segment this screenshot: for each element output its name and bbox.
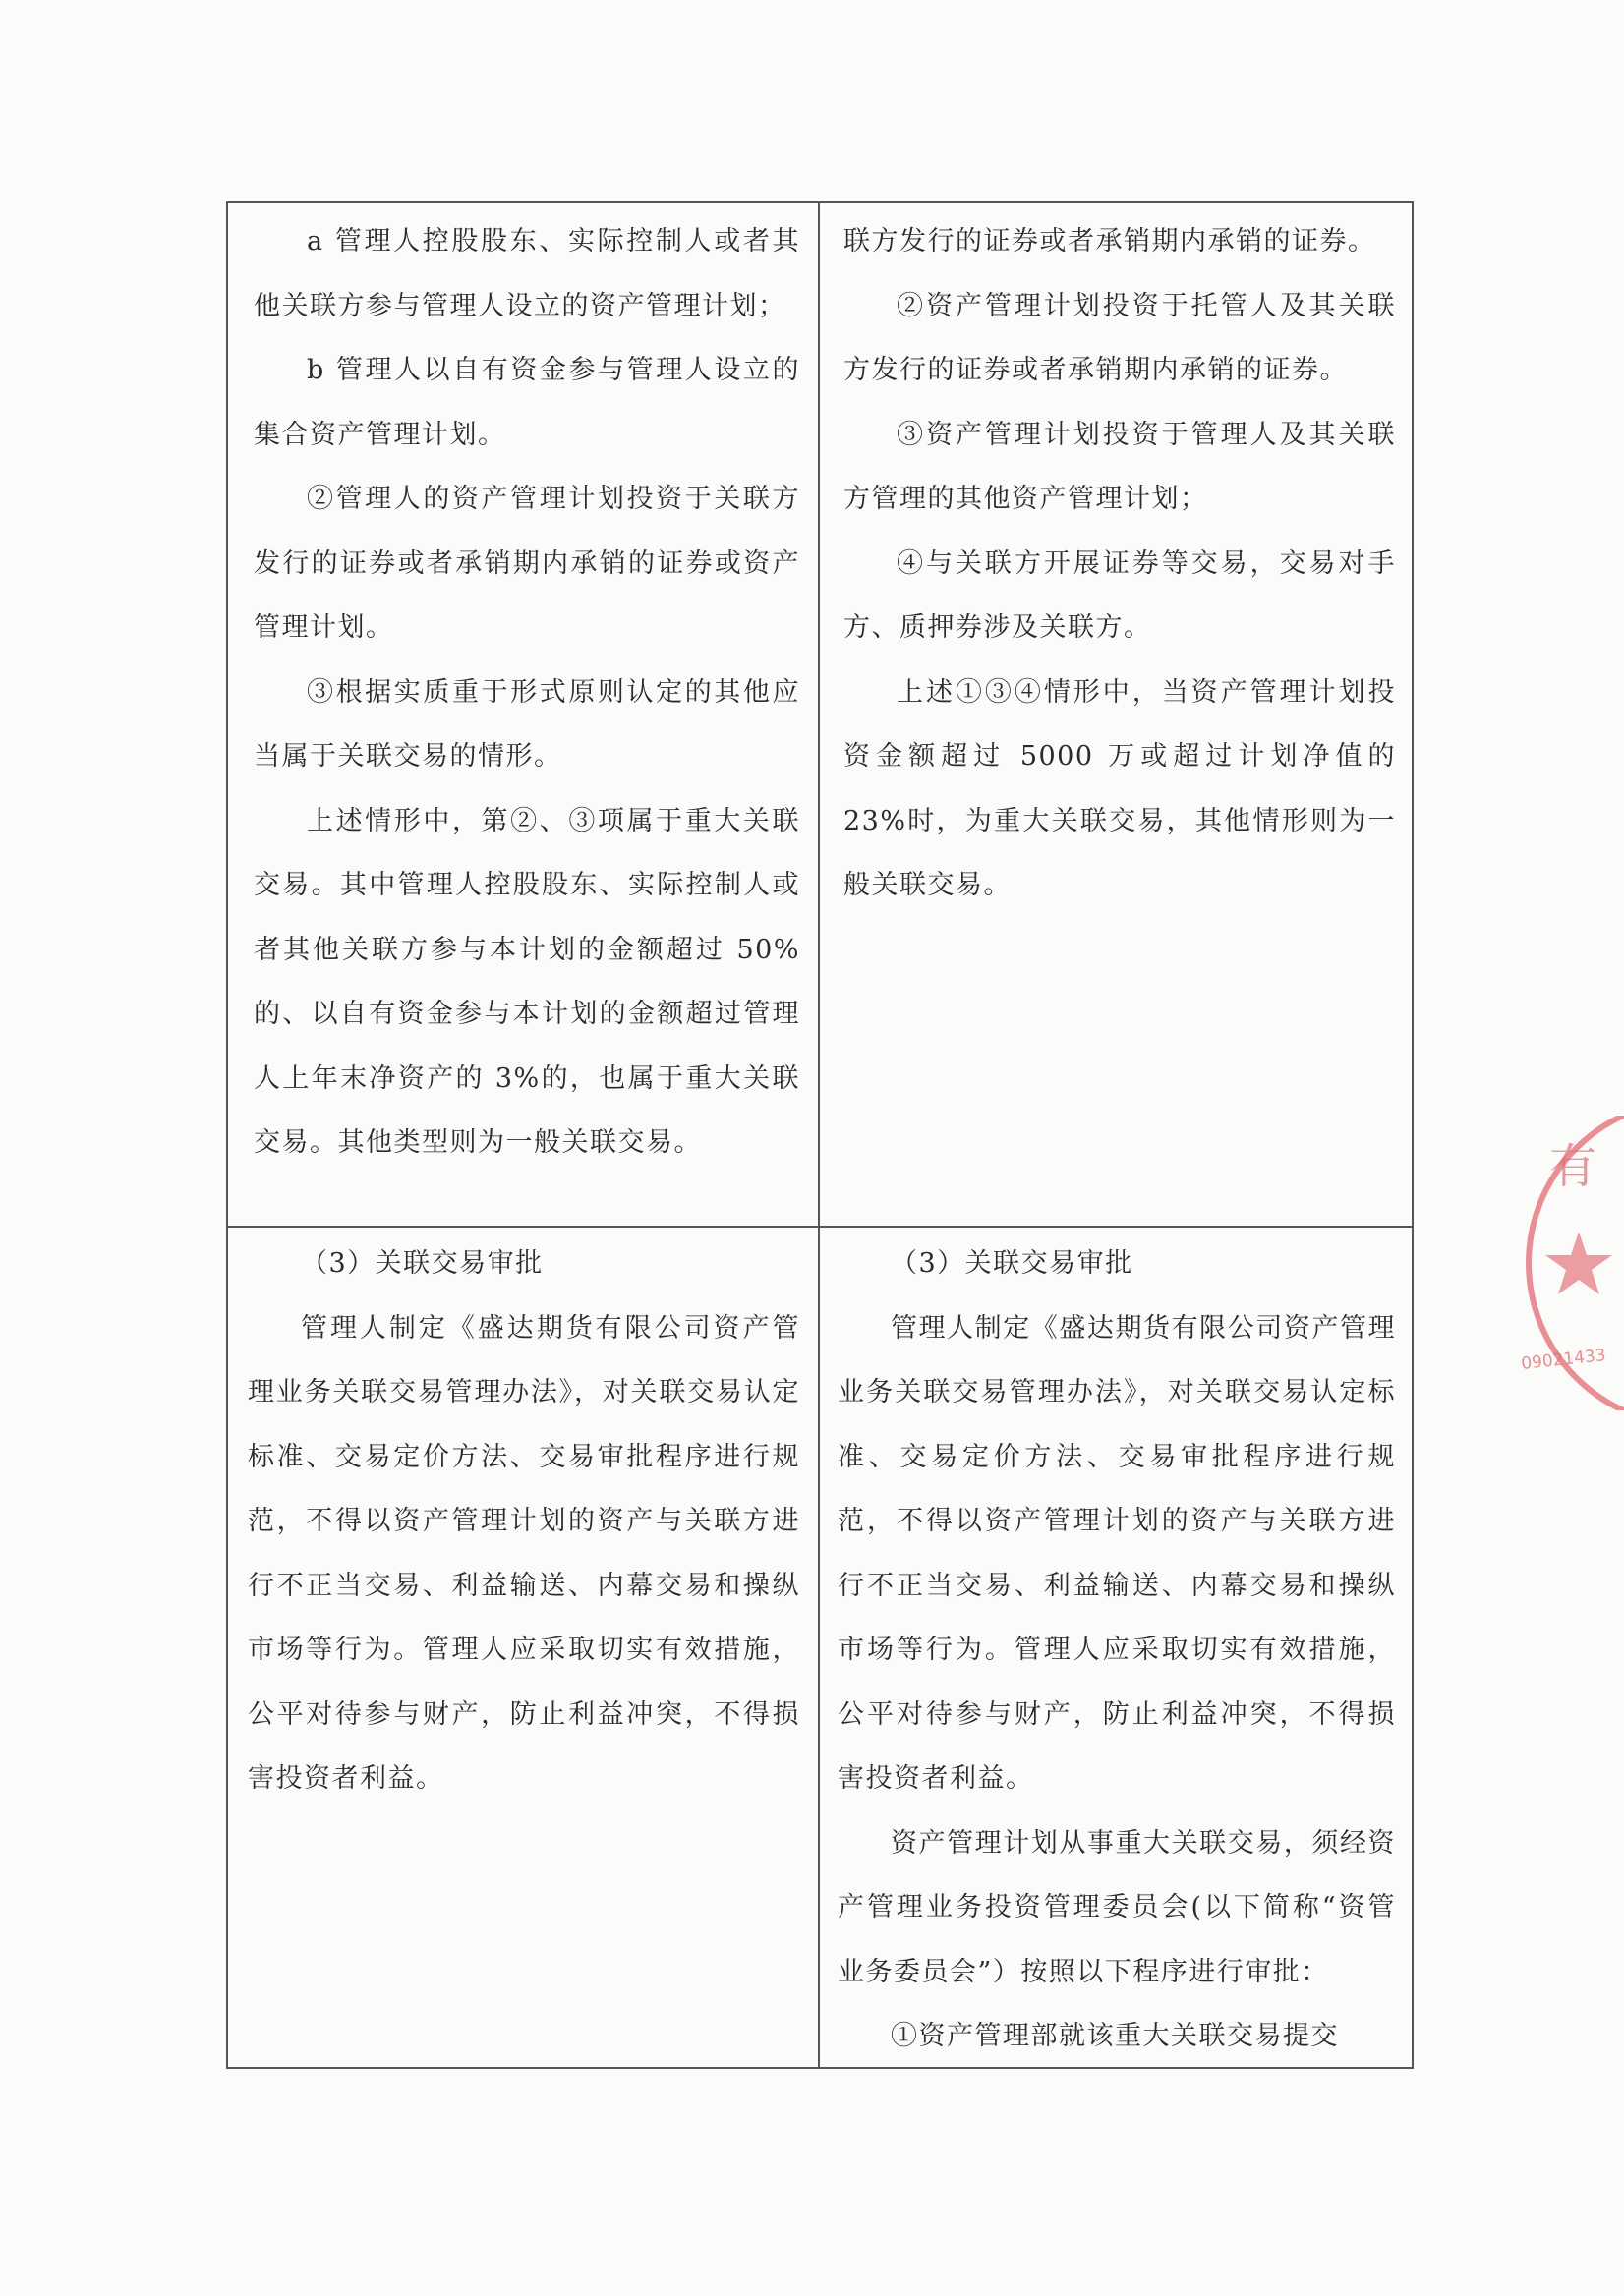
paragraph: 资产管理计划从事重大关联交易，须经资产管理业务投资管理委员会(以下简称“资管业务委员会”）按照以下程序进行审批： — [838, 1827, 1396, 1987]
paragraph: ③资产管理计划投资于管理人及其关联方管理的其他资产管理计划； — [843, 419, 1396, 514]
paragraph: a 管理人控股股东、实际控制人或者其他关联方参与管理人设立的资产管理计划； — [254, 226, 800, 321]
paragraph: ①资产管理部就该重大关联交易提交 — [891, 2021, 1339, 2051]
paragraph: ③根据实质重于形式原则认定的其他应当属于关联交易的情形。 — [254, 676, 800, 772]
table-column-divider — [818, 203, 820, 2067]
cell-top-left — [254, 209, 800, 1222]
paragraph: ②管理人的资产管理计划投资于关联方发行的证券或者承销期内承销的证券或资产管理计划。 — [254, 484, 800, 643]
cell-bottom-left — [248, 1232, 800, 2067]
paragraph: b 管理人以自有资金参与管理人设立的集合资产管理计划。 — [254, 355, 800, 450]
paragraph: 上述①③④情形中，当资产管理计划投资金额超过 5000 万或超过计划净值的 23%时，为重大关联交易，其他情形则为一般关联交易。 — [843, 676, 1396, 900]
paragraph: 上述情形中，第②、③项属于重大关联交易。其中管理人控股股东、实际控制人或者其他关联方参与本计划的金额超过 50%的、以自有资金参与本计划的金额超过管理人上年末净资产的 3%的，也属于重大关联交易。其他类型则为一般关联交易。 — [254, 805, 800, 1158]
star-icon — [1545, 1232, 1612, 1294]
table-row-divider — [228, 1226, 1412, 1228]
paragraph: 管理人制定《盛达期货有限公司资产管理业务关联交易管理办法》，对关联交易认定标准、交易定价方法、交易审批程序进行规范，不得以资产管理计划的资产与关联方进行不正当交易、利益输送、内幕交易和操纵市场等行为。管理人应采取切实有效措施，公平对待参与财产，防止利益冲突，不得损害投资者利益。 — [248, 1312, 800, 1794]
cell-top-right — [843, 209, 1396, 1222]
seal-text: 有 — [1549, 1139, 1597, 1194]
cell-bottom-right — [838, 1232, 1396, 2067]
comparison-table — [226, 201, 1414, 2069]
paragraph: ②资产管理计划投资于托管人及其关联方发行的证券或者承销期内承销的证券。 — [843, 290, 1396, 385]
paragraph: 管理人制定《盛达期货有限公司资产管理业务关联交易管理办法》，对关联交易认定标准、交易定价方法、交易审批程序进行规范，不得以资产管理计划的资产与关联方进行不正当交易、利益输送、内幕交易和操纵市场等行为。管理人应采取切实有效措施，公平对待参与财产，防止利益冲突，不得损害投资者利益。 — [838, 1312, 1396, 1794]
seal-number: 09021433 — [1520, 1346, 1607, 1374]
paragraph-continuation: 联方发行的证券或者承销期内承销的证券。 — [843, 226, 1376, 257]
company-seal-fragment — [1514, 1116, 1624, 1410]
paragraph: ④与关联方开展证券等交易，交易对手方、质押券涉及关联方。 — [843, 547, 1396, 643]
section-heading: （3）关联交易审批 — [301, 1248, 544, 1279]
section-heading: （3）关联交易审批 — [891, 1248, 1133, 1279]
